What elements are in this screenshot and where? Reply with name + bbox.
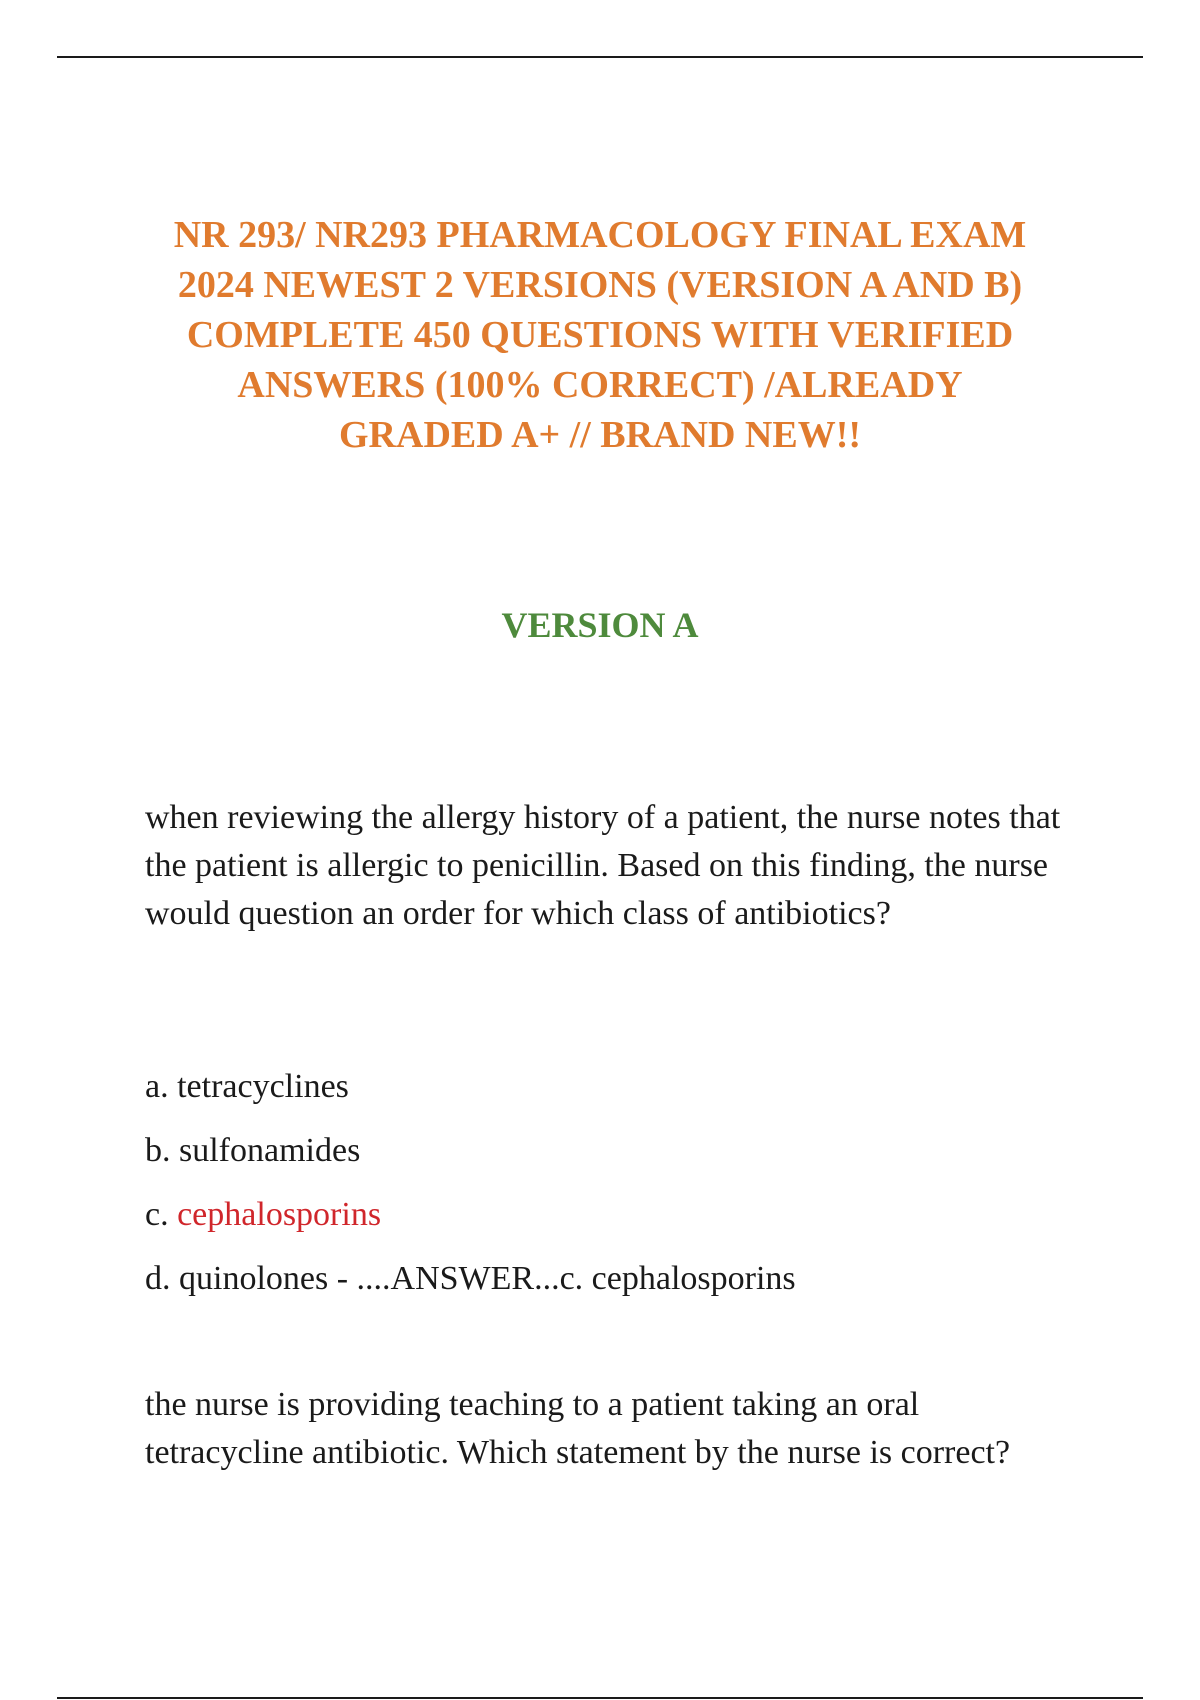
option-d-prefix: d. xyxy=(145,1260,179,1297)
top-rule xyxy=(57,56,1143,58)
question-1-options xyxy=(145,1063,1105,1319)
option-a xyxy=(145,1063,1105,1127)
option-c-prefix: c. xyxy=(145,1196,178,1233)
title-line: COMPLETE 450 QUESTIONS WITH VERIFIED xyxy=(186,314,1014,356)
bottom-rule xyxy=(57,1697,1143,1699)
option-b-prefix: b. xyxy=(145,1132,179,1169)
option-b xyxy=(145,1127,1105,1191)
document-title xyxy=(100,210,1100,460)
title-line: ANSWERS (100% CORRECT) /ALREADY xyxy=(237,364,963,406)
option-c xyxy=(145,1191,1105,1255)
title-line: GRADED A+ // BRAND NEW!! xyxy=(339,414,861,456)
title-line: 2024 NEWEST 2 VERSIONS (VERSION A AND B) xyxy=(177,264,1023,306)
option-c-text-correct: cephalosporins xyxy=(177,1196,382,1233)
option-a-text: tetracyclines xyxy=(177,1068,349,1105)
option-a-prefix: a. xyxy=(145,1068,178,1105)
option-d-text: quinolones - ....ANSWER...c. cephalosporins xyxy=(179,1260,796,1297)
question-2-text: the nurse is providing teaching to a patient taking an oral tetracycline antibiotic. Which statement by the nurse is correct? xyxy=(145,1386,1011,1471)
title-line: NR 293/ NR293 PHARMACOLOGY FINAL EXAM xyxy=(173,214,1027,256)
version-heading: VERSION A xyxy=(501,605,699,645)
question-1-text: when reviewing the allergy history of a patient, the nurse notes that the patient is allergic to penicillin. Based on this finding, the nurse would question an order for which class of antibiotics? xyxy=(145,799,1061,932)
option-b-text: sulfonamides xyxy=(179,1132,361,1169)
option-d xyxy=(145,1255,1105,1319)
